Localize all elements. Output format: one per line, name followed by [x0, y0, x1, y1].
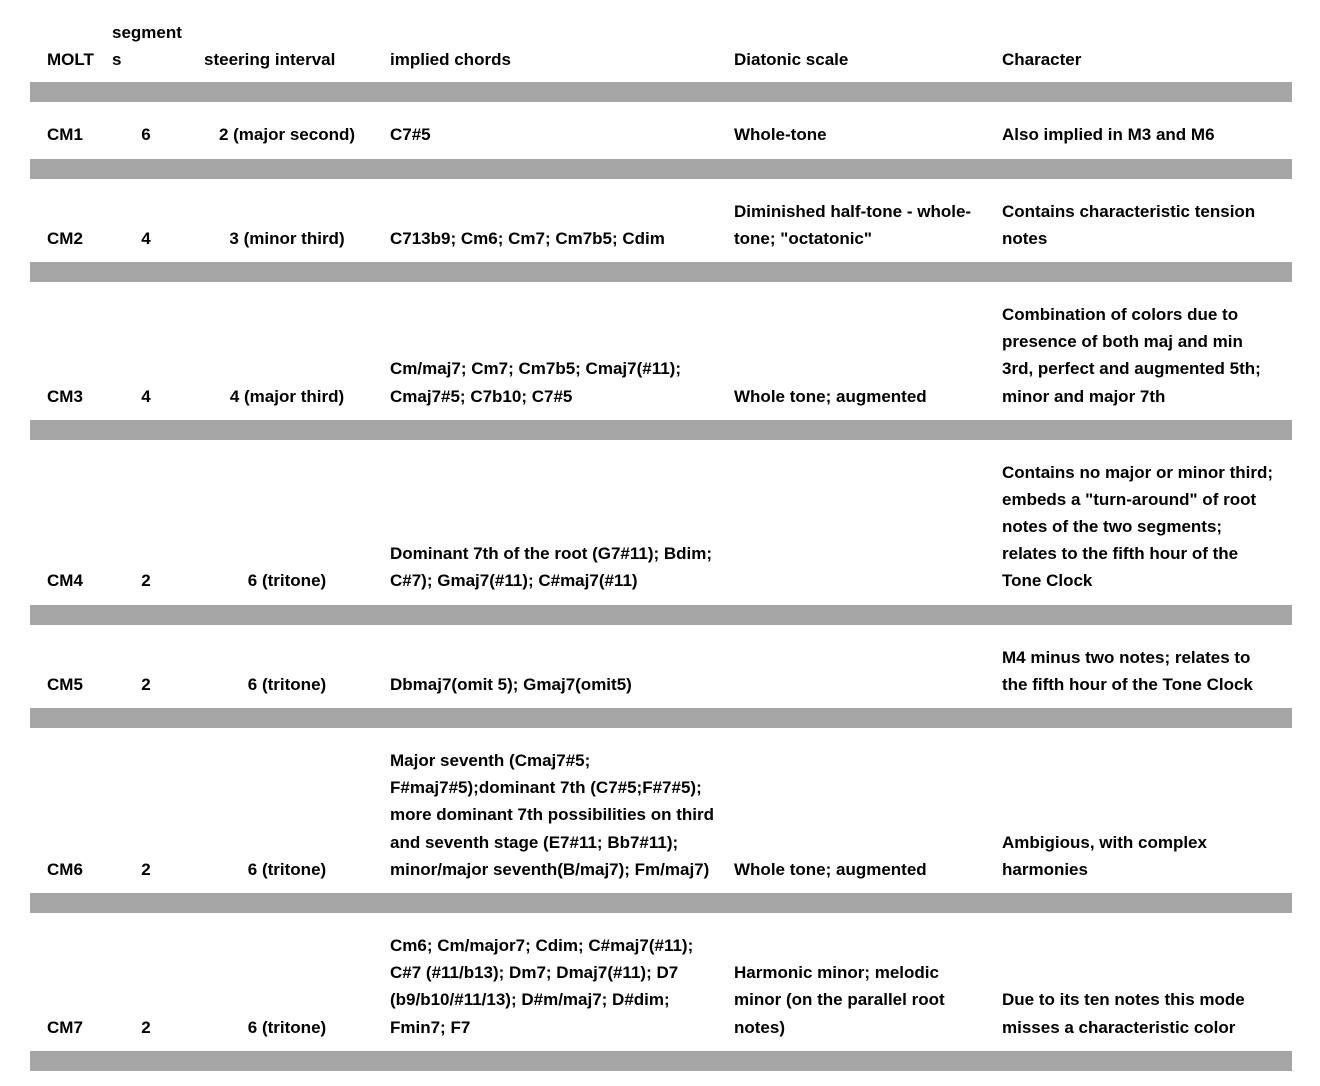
table-row-cm2: [30, 186, 1292, 255]
header-segments: segments: [112, 23, 182, 70]
table-row-cm3: [30, 289, 1292, 413]
cell-scale: [734, 632, 1002, 701]
cell-character: Also implied in M3 and M6: [1002, 125, 1215, 145]
cell-molt: CM1: [47, 125, 83, 145]
divider-bar: [30, 262, 1292, 282]
cell-molt: CM5: [47, 674, 83, 694]
divider-bar-fill: [30, 420, 1292, 440]
divider-bar-fill: [30, 708, 1292, 728]
header-chords: implied chords: [390, 50, 511, 70]
cell-molt: CM3: [47, 386, 83, 406]
cell-chords: C7#5: [390, 125, 431, 145]
cell-segments: 6: [141, 125, 151, 145]
table-row-cm7: [30, 920, 1292, 1044]
table-row-cm4: [30, 447, 1292, 598]
divider-bar-fill: [30, 605, 1292, 625]
cell-scale: Whole tone; augmented: [734, 386, 927, 406]
cell-chords: Dbmaj7(omit 5); Gmaj7(omit5): [390, 674, 632, 694]
cell-chords: Major seventh (Cmaj7#5; F#maj7#5);dominant 7th (C7#5;F#7#5); more dominant 7th possibilities on third and seventh stage (E7#11; Bb7#11); minor/major seventh(B/maj7); Fm/maj7): [390, 751, 714, 879]
cell-molt: CM2: [47, 228, 83, 248]
cell-steering: 4 (major third): [229, 386, 345, 406]
table-row-cm6: [30, 735, 1292, 886]
cell-molt: CM7: [47, 1017, 83, 1037]
cell-scale: [734, 447, 1002, 598]
cell-segments: 2: [141, 674, 151, 694]
cell-chords: Dominant 7th of the root (G7#11); Bdim; C#7); Gmaj7(#11); C#maj7(#11): [390, 544, 713, 591]
header-character: Character: [1002, 50, 1082, 70]
cell-steering: 6 (tritone): [247, 859, 327, 879]
header-row: [30, 19, 1292, 75]
cell-chords: C713b9; Cm6; Cm7; Cm7b5; Cdim: [390, 228, 665, 248]
cell-scale: Whole-tone: [734, 125, 827, 145]
cell-segments: 2: [141, 859, 151, 879]
divider-bar-fill: [30, 82, 1292, 102]
cell-segments: 4: [141, 386, 151, 406]
divider-bar: [30, 1051, 1292, 1071]
cell-character: Due to its ten notes this mode misses a characteristic color: [1002, 990, 1245, 1037]
cell-character: Contains characteristic tension notes: [1002, 201, 1256, 248]
cell-character: Contains no major or minor third; embeds a "turn-around" of root notes of the two segments; relates to the fifth hour of the Tone Clock: [1002, 462, 1274, 591]
divider-bar-fill: [30, 262, 1292, 282]
cell-chords: Cm6; Cm/major7; Cdim; C#maj7(#11); C#7 (#11/b13); Dm7; Dmaj7(#11); D7 (b9/b10/#11/13); D#m/maj7; D#dim; Fmin7; F7: [390, 935, 694, 1037]
cell-steering: 6 (tritone): [247, 674, 327, 694]
molt-table: [30, 12, 1292, 1078]
cell-steering: 6 (tritone): [247, 571, 327, 591]
cell-molt: CM4: [47, 571, 83, 591]
divider-bar: [30, 605, 1292, 625]
header-steering: steering interval: [204, 50, 336, 70]
header-scale: Diatonic scale: [734, 50, 849, 70]
cell-steering: 6 (tritone): [247, 1017, 327, 1037]
cell-steering: 2 (major second): [218, 125, 356, 145]
divider-bar: [30, 893, 1292, 913]
cell-scale: Whole tone; augmented: [734, 859, 927, 879]
divider-bar-fill: [30, 893, 1292, 913]
divider-bar-fill: [30, 1051, 1292, 1071]
table-row-cm1: [30, 109, 1292, 151]
cell-molt: CM6: [47, 859, 83, 879]
divider-bar: [30, 159, 1292, 179]
header-molt: MOLT: [47, 50, 94, 70]
cell-segments: 4: [141, 228, 151, 248]
divider-bar: [30, 708, 1292, 728]
cell-steering: 3 (minor third): [229, 228, 345, 248]
divider-bar: [30, 82, 1292, 102]
cell-character: Ambigious, with complex harmonies: [1002, 832, 1207, 879]
cell-scale: Diminished half-tone - whole-tone; "octatonic": [734, 201, 972, 248]
cell-chords: Cm/maj7; Cm7; Cm7b5; Cmaj7(#11); Cmaj7#5; C7b10; C7#5: [390, 359, 681, 406]
cell-segments: 2: [141, 571, 151, 591]
table-row-cm5: [30, 632, 1292, 701]
cell-character: M4 minus two notes; relates to the fifth hour of the Tone Clock: [1002, 647, 1253, 694]
divider-bar-fill: [30, 159, 1292, 179]
divider-bar: [30, 420, 1292, 440]
cell-character: Combination of colors due to presence of both maj and min 3rd, perfect and augmented 5th; minor and major 7th: [1002, 304, 1261, 406]
cell-scale: Harmonic minor; melodic minor (on the parallel root notes): [734, 963, 945, 1037]
cell-segments: 2: [141, 1017, 151, 1037]
